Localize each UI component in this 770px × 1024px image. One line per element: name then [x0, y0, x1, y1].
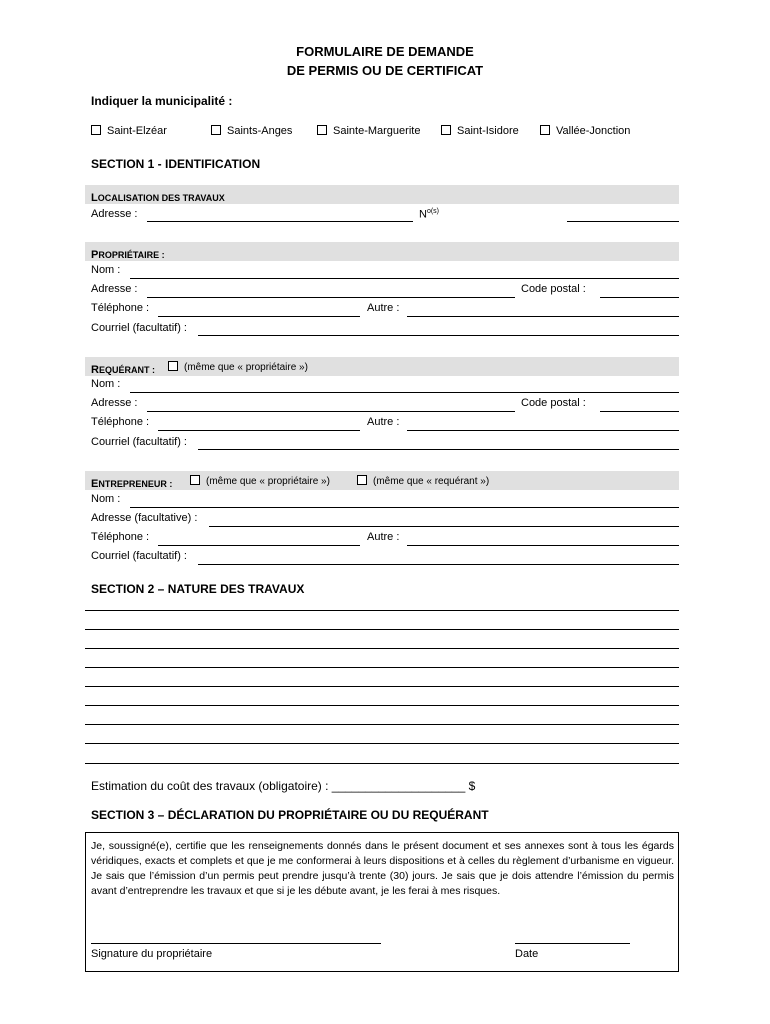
requerant-address-field[interactable] [147, 411, 515, 412]
section2-title: SECTION 2 – NATURE DES TRAVAUX [91, 582, 305, 596]
signature-line[interactable] [91, 943, 381, 944]
checkbox[interactable] [540, 125, 550, 135]
requerant-postal-field[interactable] [600, 411, 679, 412]
requerant-other-label: Autre : [367, 416, 400, 428]
municipality-option-vallee-jonction[interactable]: Vallée-Jonction [540, 125, 630, 137]
nature-line[interactable] [85, 686, 679, 687]
entrepreneur-heading: ENTREPRENEUR : [91, 478, 173, 490]
proprietaire-heading-bar [85, 242, 679, 261]
nature-line[interactable] [85, 724, 679, 725]
proprietaire-address-field[interactable] [147, 297, 515, 298]
entrepreneur-address-field[interactable] [209, 526, 679, 527]
entrepreneur-other-label: Autre : [367, 531, 400, 543]
proprietaire-email-field[interactable] [198, 335, 679, 336]
nature-line[interactable] [85, 705, 679, 706]
date-line[interactable] [515, 943, 630, 944]
nature-line[interactable] [85, 610, 679, 611]
checkbox[interactable] [357, 475, 367, 485]
proprietaire-name-field[interactable] [130, 278, 679, 279]
municipality-option-sainte-marguerite[interactable]: Sainte-Marguerite [317, 125, 420, 137]
requerant-email-field[interactable] [198, 449, 679, 450]
form-title-line2: DE PERMIS OU DE CERTIFICAT [286, 63, 484, 78]
nature-line[interactable] [85, 743, 679, 744]
proprietaire-heading: PROPRIÉTAIRE : [91, 249, 165, 261]
municipality-option-saint-isidore[interactable]: Saint-Isidore [441, 125, 519, 137]
proprietaire-email-label: Courriel (facultatif) : [91, 322, 187, 334]
entrepreneur-name-field[interactable] [130, 507, 679, 508]
proprietaire-other-label: Autre : [367, 302, 400, 314]
municipality-option-saints-anges[interactable]: Saints-Anges [211, 125, 292, 137]
entrepreneur-phone-label: Téléphone : [91, 531, 150, 543]
nature-line[interactable] [85, 629, 679, 630]
nature-line[interactable] [85, 648, 679, 649]
localisation-number-label: $N^{o(s)}$ [419, 208, 440, 221]
checkbox[interactable] [211, 125, 221, 135]
entrepreneur-phone-field[interactable] [158, 545, 360, 546]
form-title-line1: FORMULAIRE DE DEMANDE [296, 44, 474, 59]
date-label: Date [515, 948, 539, 960]
declaration-box [85, 832, 679, 972]
entrepreneur-email-label: Courriel (facultatif) : [91, 550, 187, 562]
checkbox[interactable] [441, 125, 451, 135]
entrepreneur-name-label: Nom : [91, 493, 121, 505]
proprietaire-postal-field[interactable] [600, 297, 679, 298]
requerant-postal-label: Code postal : [521, 397, 586, 409]
proprietaire-address-label: Adresse : [91, 283, 138, 295]
entrepreneur-same-as-owner[interactable]: (même que « propriétaire ») [190, 475, 330, 487]
section1-title: SECTION 1 - IDENTIFICATION [91, 157, 261, 171]
entrepreneur-address-label: Adresse (facultative) : [91, 512, 198, 524]
checkbox[interactable] [168, 361, 178, 371]
nature-line[interactable] [85, 667, 679, 668]
requerant-same-as-owner[interactable]: (même que « propriétaire ») [168, 361, 308, 373]
requerant-other-field[interactable] [407, 430, 679, 431]
checkbox[interactable] [190, 475, 200, 485]
localisation-address-label: Adresse : [91, 208, 138, 220]
requerant-name-field[interactable] [130, 392, 679, 393]
nature-line[interactable] [85, 763, 679, 764]
localisation-number-field[interactable] [567, 221, 679, 222]
proprietaire-other-field[interactable] [407, 316, 679, 317]
entrepreneur-same-as-applicant[interactable]: (même que « requérant ») [357, 475, 489, 487]
proprietaire-postal-label: Code postal : [521, 283, 586, 295]
requerant-phone-label: Téléphone : [91, 416, 150, 428]
municipality-option-saint-elzear[interactable]: Saint-Elzéar [91, 125, 167, 137]
proprietaire-phone-label: Téléphone : [91, 302, 150, 314]
proprietaire-phone-field[interactable] [158, 316, 360, 317]
requerant-heading: REQUÉRANT : [91, 364, 155, 376]
localisation-heading: LOCALISATION DES TRAVAUX [91, 192, 225, 204]
declaration-text: Je, soussigné(e), certifie que les renseignements donnés dans le présent document et ses annexes sont à tous les égards véridiques, exacts et complets et que je me conformerai à leurs dispositions et à celles du règlement d’urbanisme en vigueur. Je sais que l’émission d’un permis peut prendre jusqu’à trente (30) jours. Je sais que je dois attendre l’émission du permis avant d’entreprendre les travaux et que si je les débute avant, je les ferai à mes risques. [91, 840, 674, 897]
requerant-phone-field[interactable] [158, 430, 360, 431]
checkbox[interactable] [317, 125, 327, 135]
cost-estimate[interactable]: Estimation du coût des travaux (obligatoire) : ____________________ $ [91, 779, 476, 793]
entrepreneur-other-field[interactable] [407, 545, 679, 546]
municipality-label: Indiquer la municipalité : [91, 94, 233, 108]
proprietaire-name-label: Nom : [91, 264, 121, 276]
requerant-email-label: Courriel (facultatif) : [91, 436, 187, 448]
signature-label: Signature du propriétaire [91, 948, 213, 960]
requerant-address-label: Adresse : [91, 397, 138, 409]
checkbox[interactable] [91, 125, 101, 135]
entrepreneur-email-field[interactable] [198, 564, 679, 565]
localisation-address-field[interactable] [147, 221, 413, 222]
requerant-name-label: Nom : [91, 378, 121, 390]
section3-title: SECTION 3 – DÉCLARATION DU PROPRIÉTAIRE OU DU REQUÉRANT [91, 808, 489, 822]
